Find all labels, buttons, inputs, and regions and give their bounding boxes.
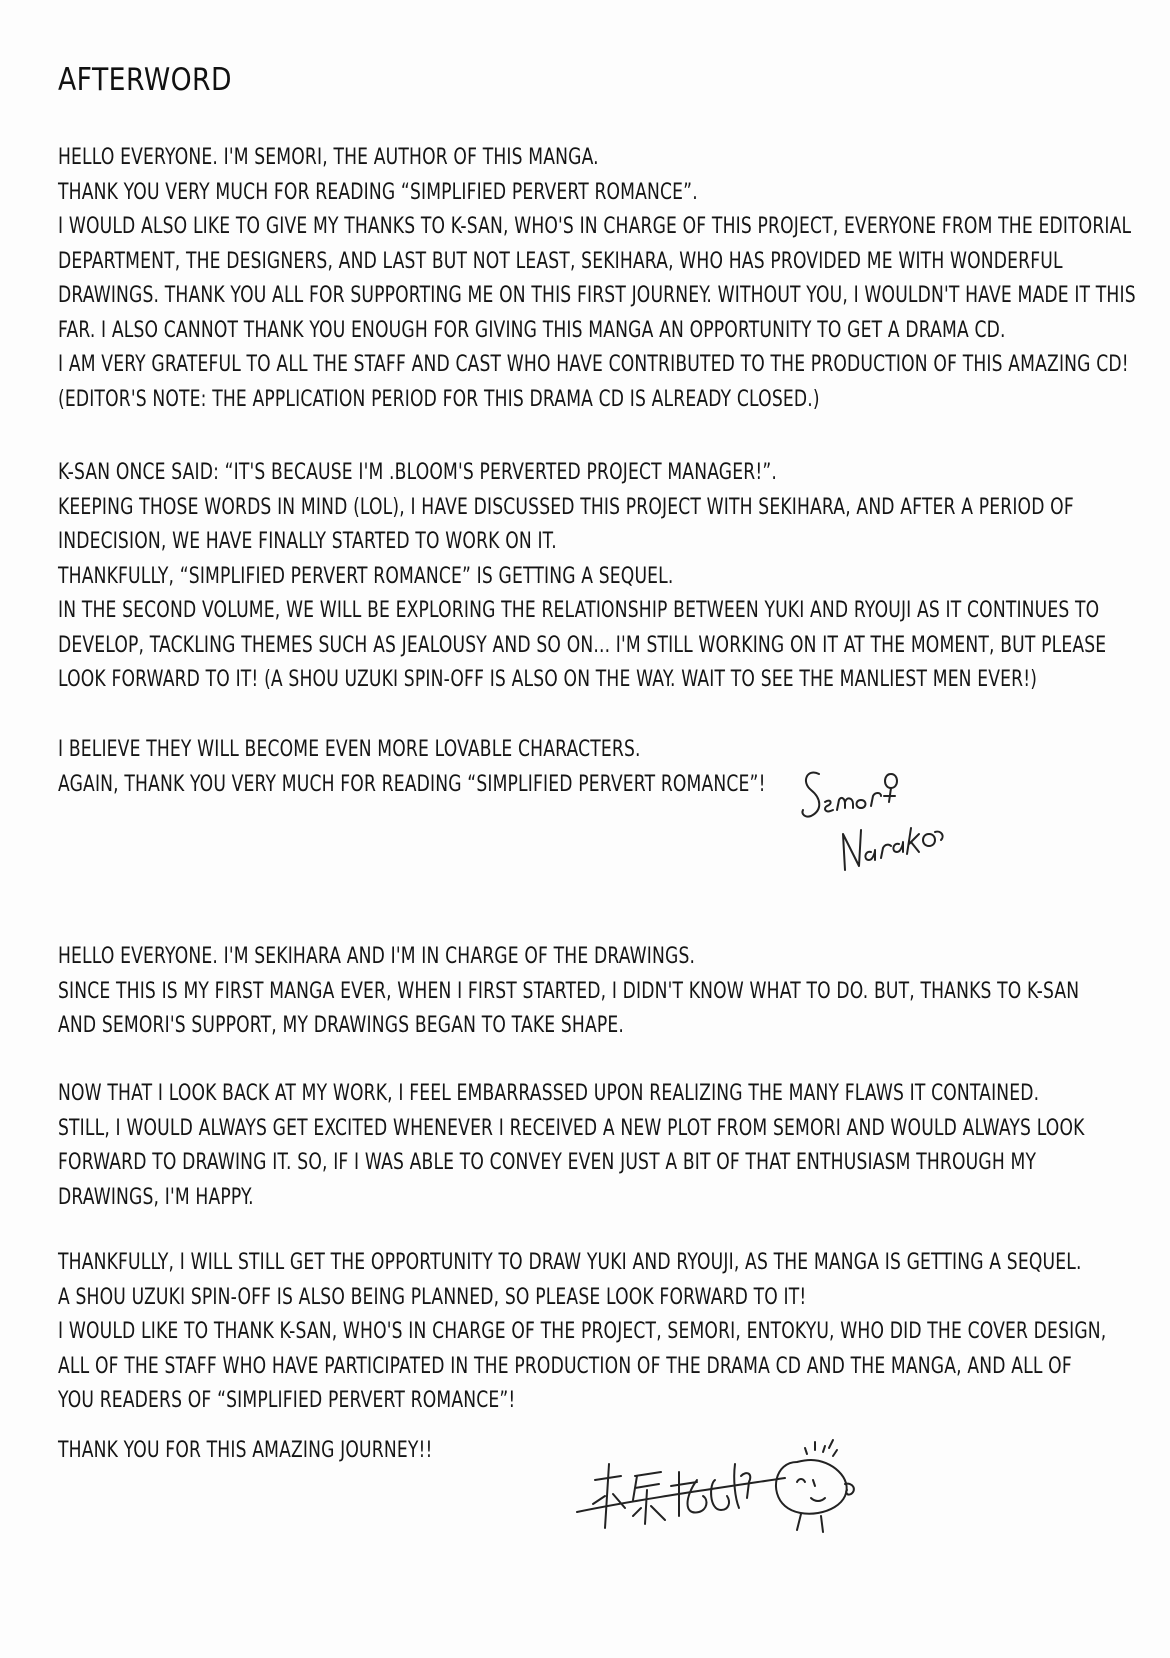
page-title: AFTERWORD — [58, 62, 232, 98]
sekihara-paragraph-1 — [58, 940, 1170, 1044]
text-line: I BELIEVE THEY WILL BECOME EVEN MORE LOVABLE CHARACTERS. — [58, 737, 641, 762]
sekihara-paragraph-3 — [58, 1246, 1170, 1419]
text-line: SINCE THIS IS MY FIRST MANGA EVER, WHEN I FIRST STARTED, I DIDN'T KNOW WHAT TO DO. BUT, THANKS TO K-SAN — [58, 978, 1080, 1004]
text-line: DEVELOP, TACKLING THEMES SUCH AS JEALOUSY AND SO ON... I'M STILL WORKING ON IT AT THE MOMENT, BUT PLEASE — [58, 632, 1107, 658]
text-line: HELLO EVERYONE. I'M SEMORI, THE AUTHOR OF THIS MANGA. — [58, 145, 599, 170]
text-line: THANKFULLY, “SIMPLIFIED PERVERT ROMANCE” IS GETTING A SEQUEL. — [58, 563, 674, 589]
text-line: I WOULD LIKE TO THANK K-SAN, WHO'S IN CHARGE OF THE PROJECT, SEMORI, ENTOKYU, WHO DID THE COVER DESIGN, — [58, 1319, 1107, 1344]
text-line: AGAIN, THANK YOU VERY MUCH FOR READING “SIMPLIFIED PERVERT ROMANCE”! — [58, 771, 766, 797]
text-line: STILL, I WOULD ALWAYS GET EXCITED WHENEVER I RECEIVED A NEW PLOT FROM SEMORI AND WOULD ALWAYS LOOK — [58, 1115, 1085, 1141]
text-line: A SHOU UZUKI SPIN-OFF IS ALSO BEING PLANNED, SO PLEASE LOOK FORWARD TO IT! — [58, 1284, 807, 1310]
semori-paragraph-2 — [58, 456, 1170, 698]
text-line: DRAWINGS, I'M HAPPY. — [58, 1184, 254, 1210]
text-line: FAR. I ALSO CANNOT THANK YOU ENOUGH FOR GIVING THIS MANGA AN OPPORTUNITY TO GET A DRAMA CD. — [58, 317, 1006, 343]
text-line: NOW THAT I LOOK BACK AT MY WORK, I FEEL EMBARRASSED UPON REALIZING THE MANY FLAWS IT CONTAINED. — [58, 1081, 1040, 1106]
semori-paragraph-3 — [58, 733, 1170, 802]
text-line: THANKFULLY, I WILL STILL GET THE OPPORTUNITY TO DRAW YUKI AND RYOUJI, AS THE MANGA IS GETTING A SEQUEL. — [58, 1250, 1082, 1275]
text-line: ALL OF THE STAFF WHO HAVE PARTICIPATED IN THE PRODUCTION OF THE DRAMA CD AND THE MANGA, AND ALL OF — [58, 1353, 1072, 1379]
text-line: (EDITOR'S NOTE: THE APPLICATION PERIOD FOR THIS DRAMA CD IS ALREADY CLOSED.) — [58, 386, 820, 412]
text-line: K-SAN ONCE SAID: “IT'S BECAUSE I'M .BLOOM'S PERVERTED PROJECT MANAGER!”. — [58, 460, 778, 485]
text-line: YOU READERS OF “SIMPLIFIED PERVERT ROMANCE”! — [58, 1388, 516, 1413]
text-line: KEEPING THOSE WORDS IN MIND (LOL), I HAVE DISCUSSED THIS PROJECT WITH SEKIHARA, AND AFTER A PERIOD OF — [58, 494, 1074, 520]
sekihara-paragraph-2 — [58, 1077, 1170, 1215]
text-line: DEPARTMENT, THE DESIGNERS, AND LAST BUT NOT LEAST, SEKIHARA, WHO HAS PROVIDED ME WITH WONDERFUL — [58, 248, 1063, 274]
text-line: HELLO EVERYONE. I'M SEKIHARA AND I'M IN CHARGE OF THE DRAWINGS. — [58, 944, 696, 969]
text-line: AND SEMORI'S SUPPORT, MY DRAWINGS BEGAN TO TAKE SHAPE. — [58, 1013, 624, 1038]
text-line: INDECISION, WE HAVE FINALLY STARTED TO WORK ON IT. — [58, 529, 557, 554]
text-line: THANK YOU VERY MUCH FOR READING “SIMPLIFIED PERVERT ROMANCE”. — [58, 179, 698, 205]
text-line: LOOK FORWARD TO IT! (A SHOU UZUKI SPIN-OFF IS ALSO ON THE WAY. WAIT TO SEE THE MANLIEST MEN EVER!) — [58, 667, 1038, 692]
text-line: FORWARD TO DRAWING IT. SO, IF I WAS ABLE TO CONVEY EVEN JUST A BIT OF THAT ENTHUSIASM THROUGH MY — [58, 1150, 1037, 1175]
semori-paragraph-1 — [58, 141, 1170, 417]
semori-signature — [795, 760, 965, 880]
text-line: THANK YOU FOR THIS AMAZING JOURNEY!! — [58, 1438, 433, 1463]
text-line: DRAWINGS. THANK YOU ALL FOR SUPPORTING ME ON THIS FIRST JOURNEY. WITHOUT YOU, I WOULDN'T HAVE MADE IT THIS — [58, 283, 1136, 308]
text-line: IN THE SECOND VOLUME, WE WILL BE EXPLORING THE RELATIONSHIP BETWEEN YUKI AND RYOUJI AS IT CONTINUES TO — [58, 598, 1100, 623]
text-line: I WOULD ALSO LIKE TO GIVE MY THANKS TO K-SAN, WHO'S IN CHARGE OF THIS PROJECT, EVERYONE FROM THE EDITORIAL — [58, 214, 1132, 239]
sekihara-signature — [575, 1420, 875, 1560]
text-line: I AM VERY GRATEFUL TO ALL THE STAFF AND CAST WHO HAVE CONTRIBUTED TO THE PRODUCTION OF THIS AMAZING CD! — [58, 352, 1129, 377]
